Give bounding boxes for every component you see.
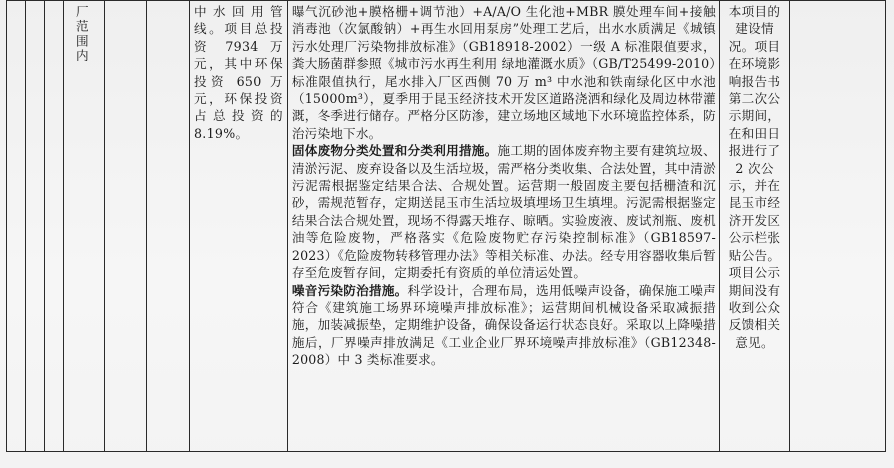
noise-text: 科学设计，合理布局，选用低噪声设备，确保施工噪声符合《建筑施工场界环境噪声排放标准》；运营期间机械设备采取减振措施，加装减振垫，定期维护设备，确保设备运行状态良好。采取以上降噪措施后，厂界噪声排放满足《工业企业厂界环境噪声排放标准》（GB12348-2008）中 3 类标准要求。 — [291, 282, 716, 368]
process-paragraph: 曝气沉砂池+膜格栅+调节池）+A/A/O 生化池+MBR 膜处理车间+接触消毒池（次氯酸钠）+再生水回用泵房”处理工艺后，出水水质满足《城镇污水处理厂污染物排放标准》（GB18918-2002）一级 A 标准限值要求，粪大肠菌群参照《城市污水再生利用 绿地灌溉水质》（GB/T25499-2010）标准限值执行，尾水排入厂区西侧 70 万 m³ 中水池和铁南绿化区中水池（15000m³），夏季用于昆玉经济技术开发区道路浇洒和绿化及周边林带灌溉，冬季进行储存。严格分区防渗，建立场地区域地下水环境监控体系，防治污染地下水。 — [291, 4, 716, 141]
measures-text — [288, 1, 719, 369]
empty-cell — [790, 1, 886, 452]
empty-cell — [104, 1, 147, 452]
investment-cell — [189, 1, 287, 452]
investment-text: 中水回用管线。项目总投资 7934 万元，其中环保投资 650 万元，环保投资占总投资的 8.19%。 — [193, 4, 283, 141]
empty-cell — [147, 1, 190, 452]
publicity-cell — [719, 1, 789, 452]
table-row — [7, 1, 886, 452]
noise-heading: 噪音污染防治措施。 — [291, 282, 408, 298]
area-cell — [64, 1, 104, 452]
measures-cell — [287, 1, 719, 452]
measures-table — [6, 0, 886, 452]
empty-cell — [7, 1, 26, 452]
area-label: 厂范围内 — [73, 5, 89, 64]
solid-waste-text: 施工期的固体废弃物主要有建筑垃圾、清淤污泥、废弃设备以及生活垃圾，需严格分类收集、合法处置，其中清淤污泥需根据鉴定结果合法、合规处置。运营期一般固废主要包括栅渣和沉砂，需规范暂存，定期送昆玉市生活垃圾填埋场卫生填埋。污泥需根据鉴定结果合法合规处置，现场不得露天堆存、晾晒。实验废液、废试剂瓶、废机油等危险废物，严格落实《危险废物贮存污染控制标准》（GB18597-2023）《危险废物转移管理办法》等相关标准、办法。经专用容器收集后暂存至危废暂存间，定期委托有资质的单位清运处置。 — [291, 143, 716, 281]
noise-paragraph — [292, 282, 716, 369]
solid-waste-paragraph — [292, 142, 716, 281]
empty-cell — [26, 1, 45, 452]
solid-waste-heading: 固体废物分类处置和分类利用措施。 — [291, 143, 498, 159]
empty-cell — [45, 1, 64, 452]
publicity-text: 本项目的建设情况。项目在环境影响报告书第二次公示期间，在和田日报进行了 2 次公示，并在昆玉市经济开发区公示栏张贴公告。项目公示期间没有收到公众反馈相关意见。 — [728, 4, 781, 350]
